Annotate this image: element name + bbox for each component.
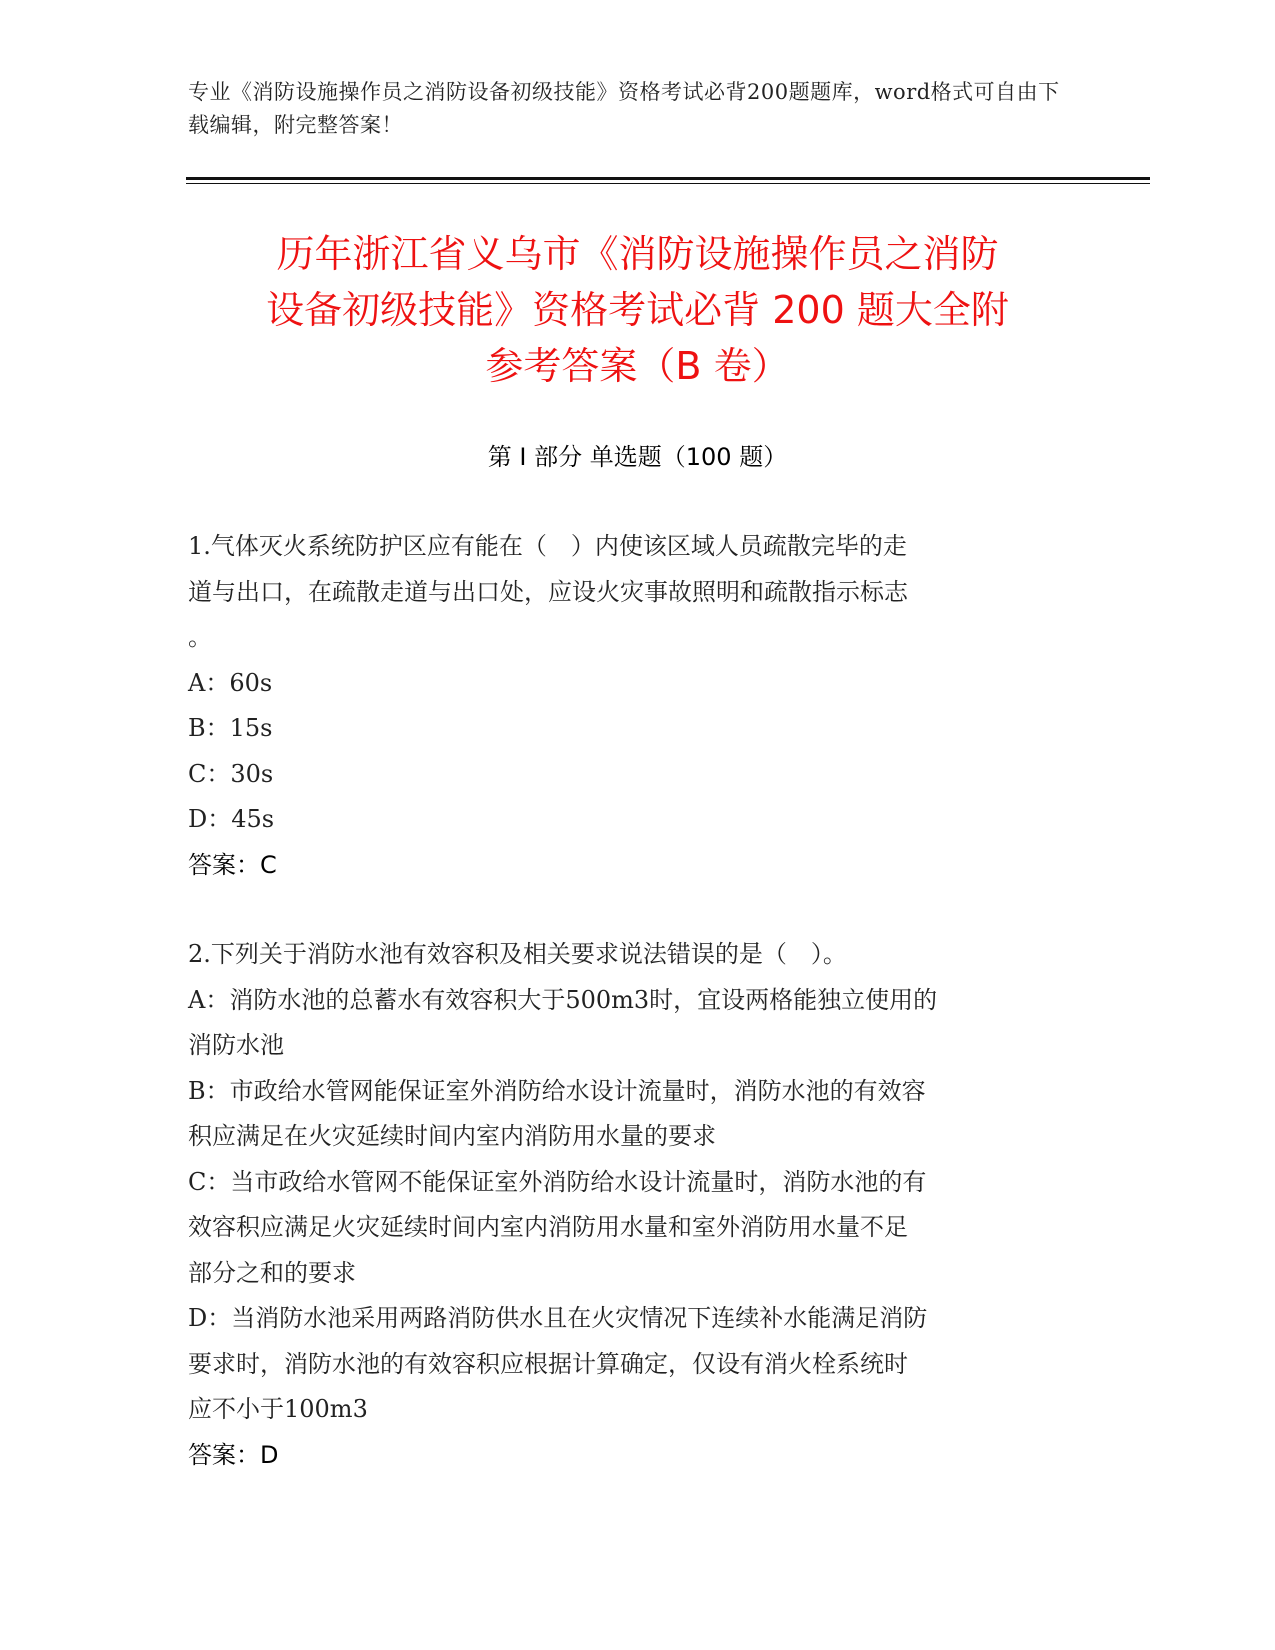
answer-label: 答案：C bbox=[188, 850, 277, 879]
option-a: A：消防水池的总蓄水有效容积大于500m3时，宜设两格能独立使用的 bbox=[188, 985, 938, 1014]
title-line: 设备初级技能》资格考试必背 200 题大全附 bbox=[266, 288, 1009, 332]
option-c-continued: 效容积应满足火灾延续时间内室内消防用水量和室外消防用水量不足 bbox=[188, 1213, 908, 1241]
question-stem-line: 道与出口，在疏散走道与出口处，应设火灾事故照明和疏散指示标志 bbox=[188, 577, 908, 606]
option-d: D：45s bbox=[188, 805, 275, 833]
option-d-continued: 要求时，消防水池的有效容积应根据计算确定，仅设有消火栓系统时 bbox=[188, 1349, 908, 1378]
question-stem-line: 1.气体灭火系统防护区应有能在（ ）内使该区域人员疏散完毕的走 bbox=[188, 532, 907, 560]
question-stem-line: 。 bbox=[188, 623, 212, 651]
option-b: B：15s bbox=[188, 714, 273, 742]
answer-label: 答案：D bbox=[188, 1440, 279, 1469]
option-b: B：市政给水管网能保证室外消防给水设计流量时，消防水池的有效容 bbox=[188, 1076, 926, 1105]
document-title bbox=[150, 226, 1125, 394]
question-2 bbox=[188, 932, 1078, 1478]
header-rule-thin bbox=[186, 183, 1150, 184]
question-stem-line: 2.下列关于消防水池有效容积及相关要求说法错误的是（ ）。 bbox=[188, 940, 847, 968]
option-c-continued: 部分之和的要求 bbox=[188, 1258, 356, 1287]
question-1 bbox=[188, 524, 1078, 888]
option-d-continued: 应不小于100m3 bbox=[188, 1395, 368, 1423]
header-note: 专业《消防设施操作员之消防设备初级技能》资格考试必背200题题库，word格式可自由下载编辑，附完整答案！ bbox=[188, 80, 1060, 137]
option-a: A：60s bbox=[188, 668, 273, 697]
section-heading: 第 I 部分 单选题（100 题） bbox=[487, 443, 788, 471]
title-line: 参考答案（B 卷） bbox=[485, 344, 790, 388]
option-c: C：当市政给水管网不能保证室外消防给水设计流量时，消防水池的有 bbox=[188, 1167, 927, 1196]
header-rule-thick bbox=[186, 177, 1150, 180]
option-d: D：当消防水池采用两路消防供水且在火灾情况下连续补水能满足消防 bbox=[188, 1304, 928, 1332]
option-b-continued: 积应满足在火灾延续时间内室内消防用水量的要求 bbox=[188, 1122, 716, 1150]
option-c: C：30s bbox=[188, 759, 274, 788]
option-a-continued: 消防水池 bbox=[188, 1031, 284, 1059]
title-line: 历年浙江省义乌市《消防设施操作员之消防 bbox=[276, 232, 999, 276]
